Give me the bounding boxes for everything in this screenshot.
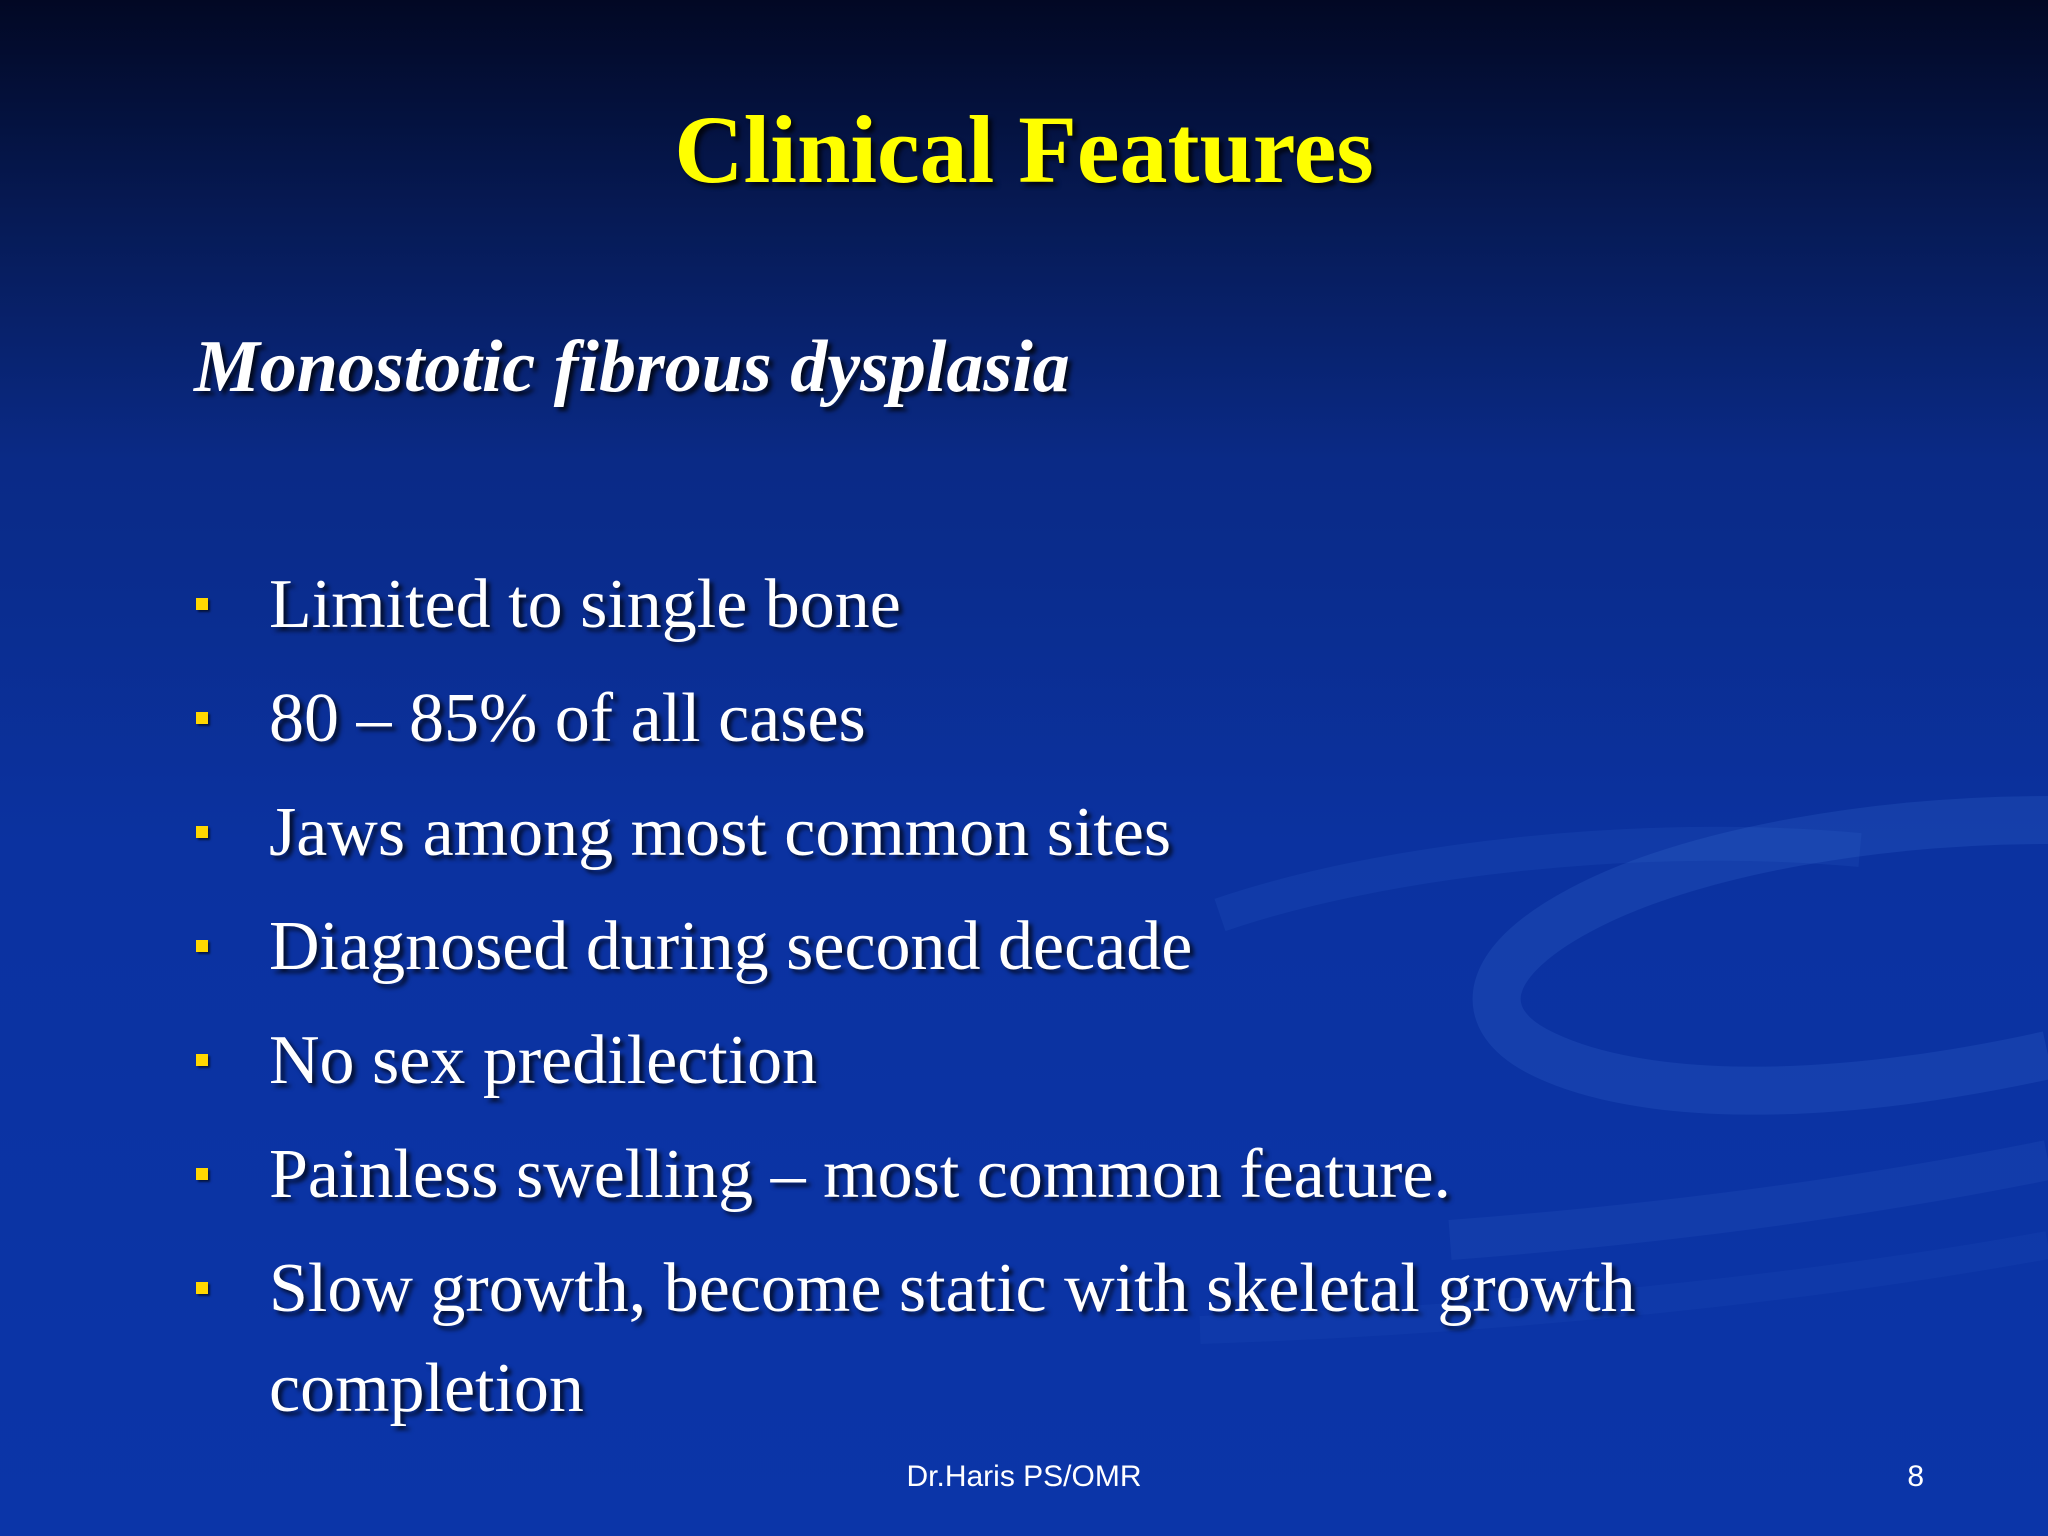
bullet-item [194,1239,1844,1439]
bullet-text: 80 – 85% of all cases [269,680,866,757]
bullet-item [194,783,1844,883]
bullet-text: No sex predilection [269,1022,818,1099]
bullet-text: Limited to single bone [269,566,901,643]
square-bullet-icon [196,1282,208,1294]
square-bullet-icon [196,826,208,838]
bullet-text: Painless swelling – most common feature. [269,1136,1452,1213]
square-bullet-icon [196,1168,208,1180]
bullet-list [194,555,1844,1439]
bullet-text: Jaws among most common sites [269,794,1172,871]
square-bullet-icon [196,1054,208,1066]
bullet-item [194,1011,1844,1111]
slide-subtitle: Monostotic fibrous dysplasia [194,326,1070,408]
square-bullet-icon [196,940,208,952]
slide-title: Clinical Features [674,96,1374,203]
bullet-text: Slow growth, become static with skeletal growth completion [269,1250,1636,1427]
bullet-item [194,669,1844,769]
bullet-text: Diagnosed during second decade [269,908,1193,985]
slide-footer: Dr.Haris PS/OMR [906,1460,1142,1493]
square-bullet-icon [196,598,208,610]
bullet-item [194,897,1844,997]
bullet-item [194,555,1844,655]
square-bullet-icon [196,712,208,724]
page-number: 8 [1907,1460,1924,1493]
bullet-item [194,1125,1844,1225]
